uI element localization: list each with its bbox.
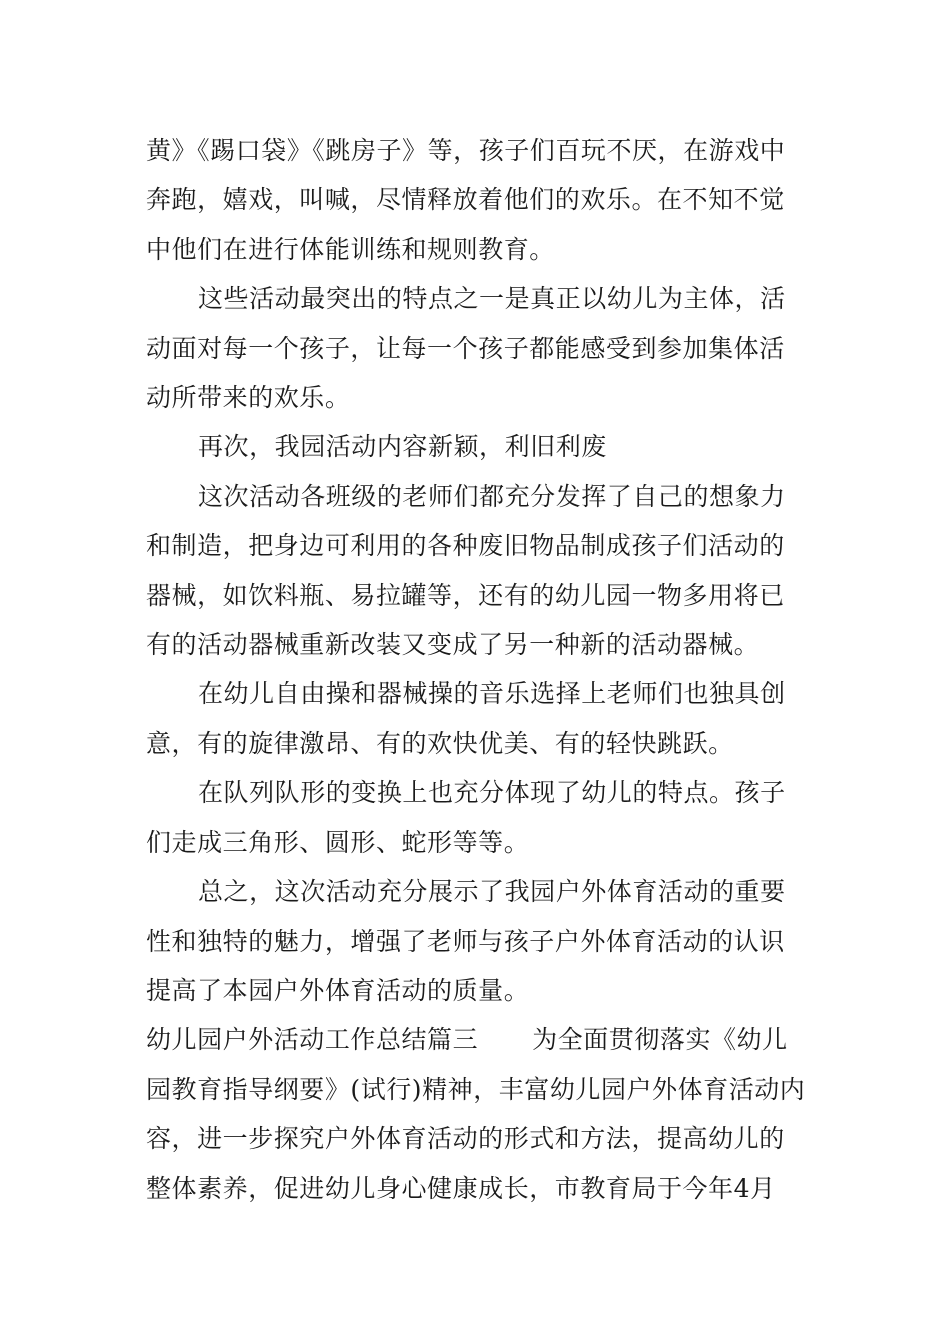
section-text: 为全面贯彻落实《幼儿园教育指导纲要》(试行)精神，丰富幼儿园户外体育活动内容，进一步探究户外体育活动的形式和方法，提高幼儿的整体素养，促进幼儿身心健康成长，市教育局于今年4月 — [146, 1025, 806, 1203]
paragraph-activity-feature: 这些活动最突出的特点之一是真正以幼儿为主体，活动面对每一个孩子，让每一个孩子都能感受到参加集体活动所带来的欢乐。 — [146, 284, 786, 413]
document-body — [146, 126, 808, 1213]
section-three — [146, 1015, 808, 1213]
paragraph-conclusion: 总之，这次活动充分展示了我园户外体育活动的重要性和独特的魅力，增强了老师与孩子户外体育活动的认识提高了本园户外体育活动的质量。 — [146, 877, 786, 1005]
paragraph-equipment: 这次活动各班级的老师们都充分发挥了自己的想象力和制造，把身边可利用的各种废旧物品制成孩子们活动的器械，如饮料瓶、易拉罐等，还有的幼儿园一物多用将已有的活动器械重新改装又变成了另一种新的活动器械。 — [146, 481, 786, 660]
paragraph-music: 在幼儿自由操和器械操的音乐选择上老师们也独具创意，有的旋律激昂、有的欢快优美、有的轻快跳跃。 — [146, 679, 786, 758]
paragraph-formation: 在队列队形的变换上也充分体现了幼儿的特点。孩子们走成三角形、圆形、蛇形等等。 — [146, 778, 786, 857]
paragraph-continued: 黄》《踢口袋》《跳房子》等，孩子们百玩不厌，在游戏中奔跑，嬉戏，叫喊，尽情释放着他们的欢乐。在不知不觉中他们在进行体能训练和规则教育。 — [146, 136, 786, 264]
section-heading: 幼儿园户外活动工作总结篇三 — [146, 1025, 479, 1055]
paragraph-subheading-novel-content: 再次，我园活动内容新颖，利旧利废 — [198, 432, 607, 462]
